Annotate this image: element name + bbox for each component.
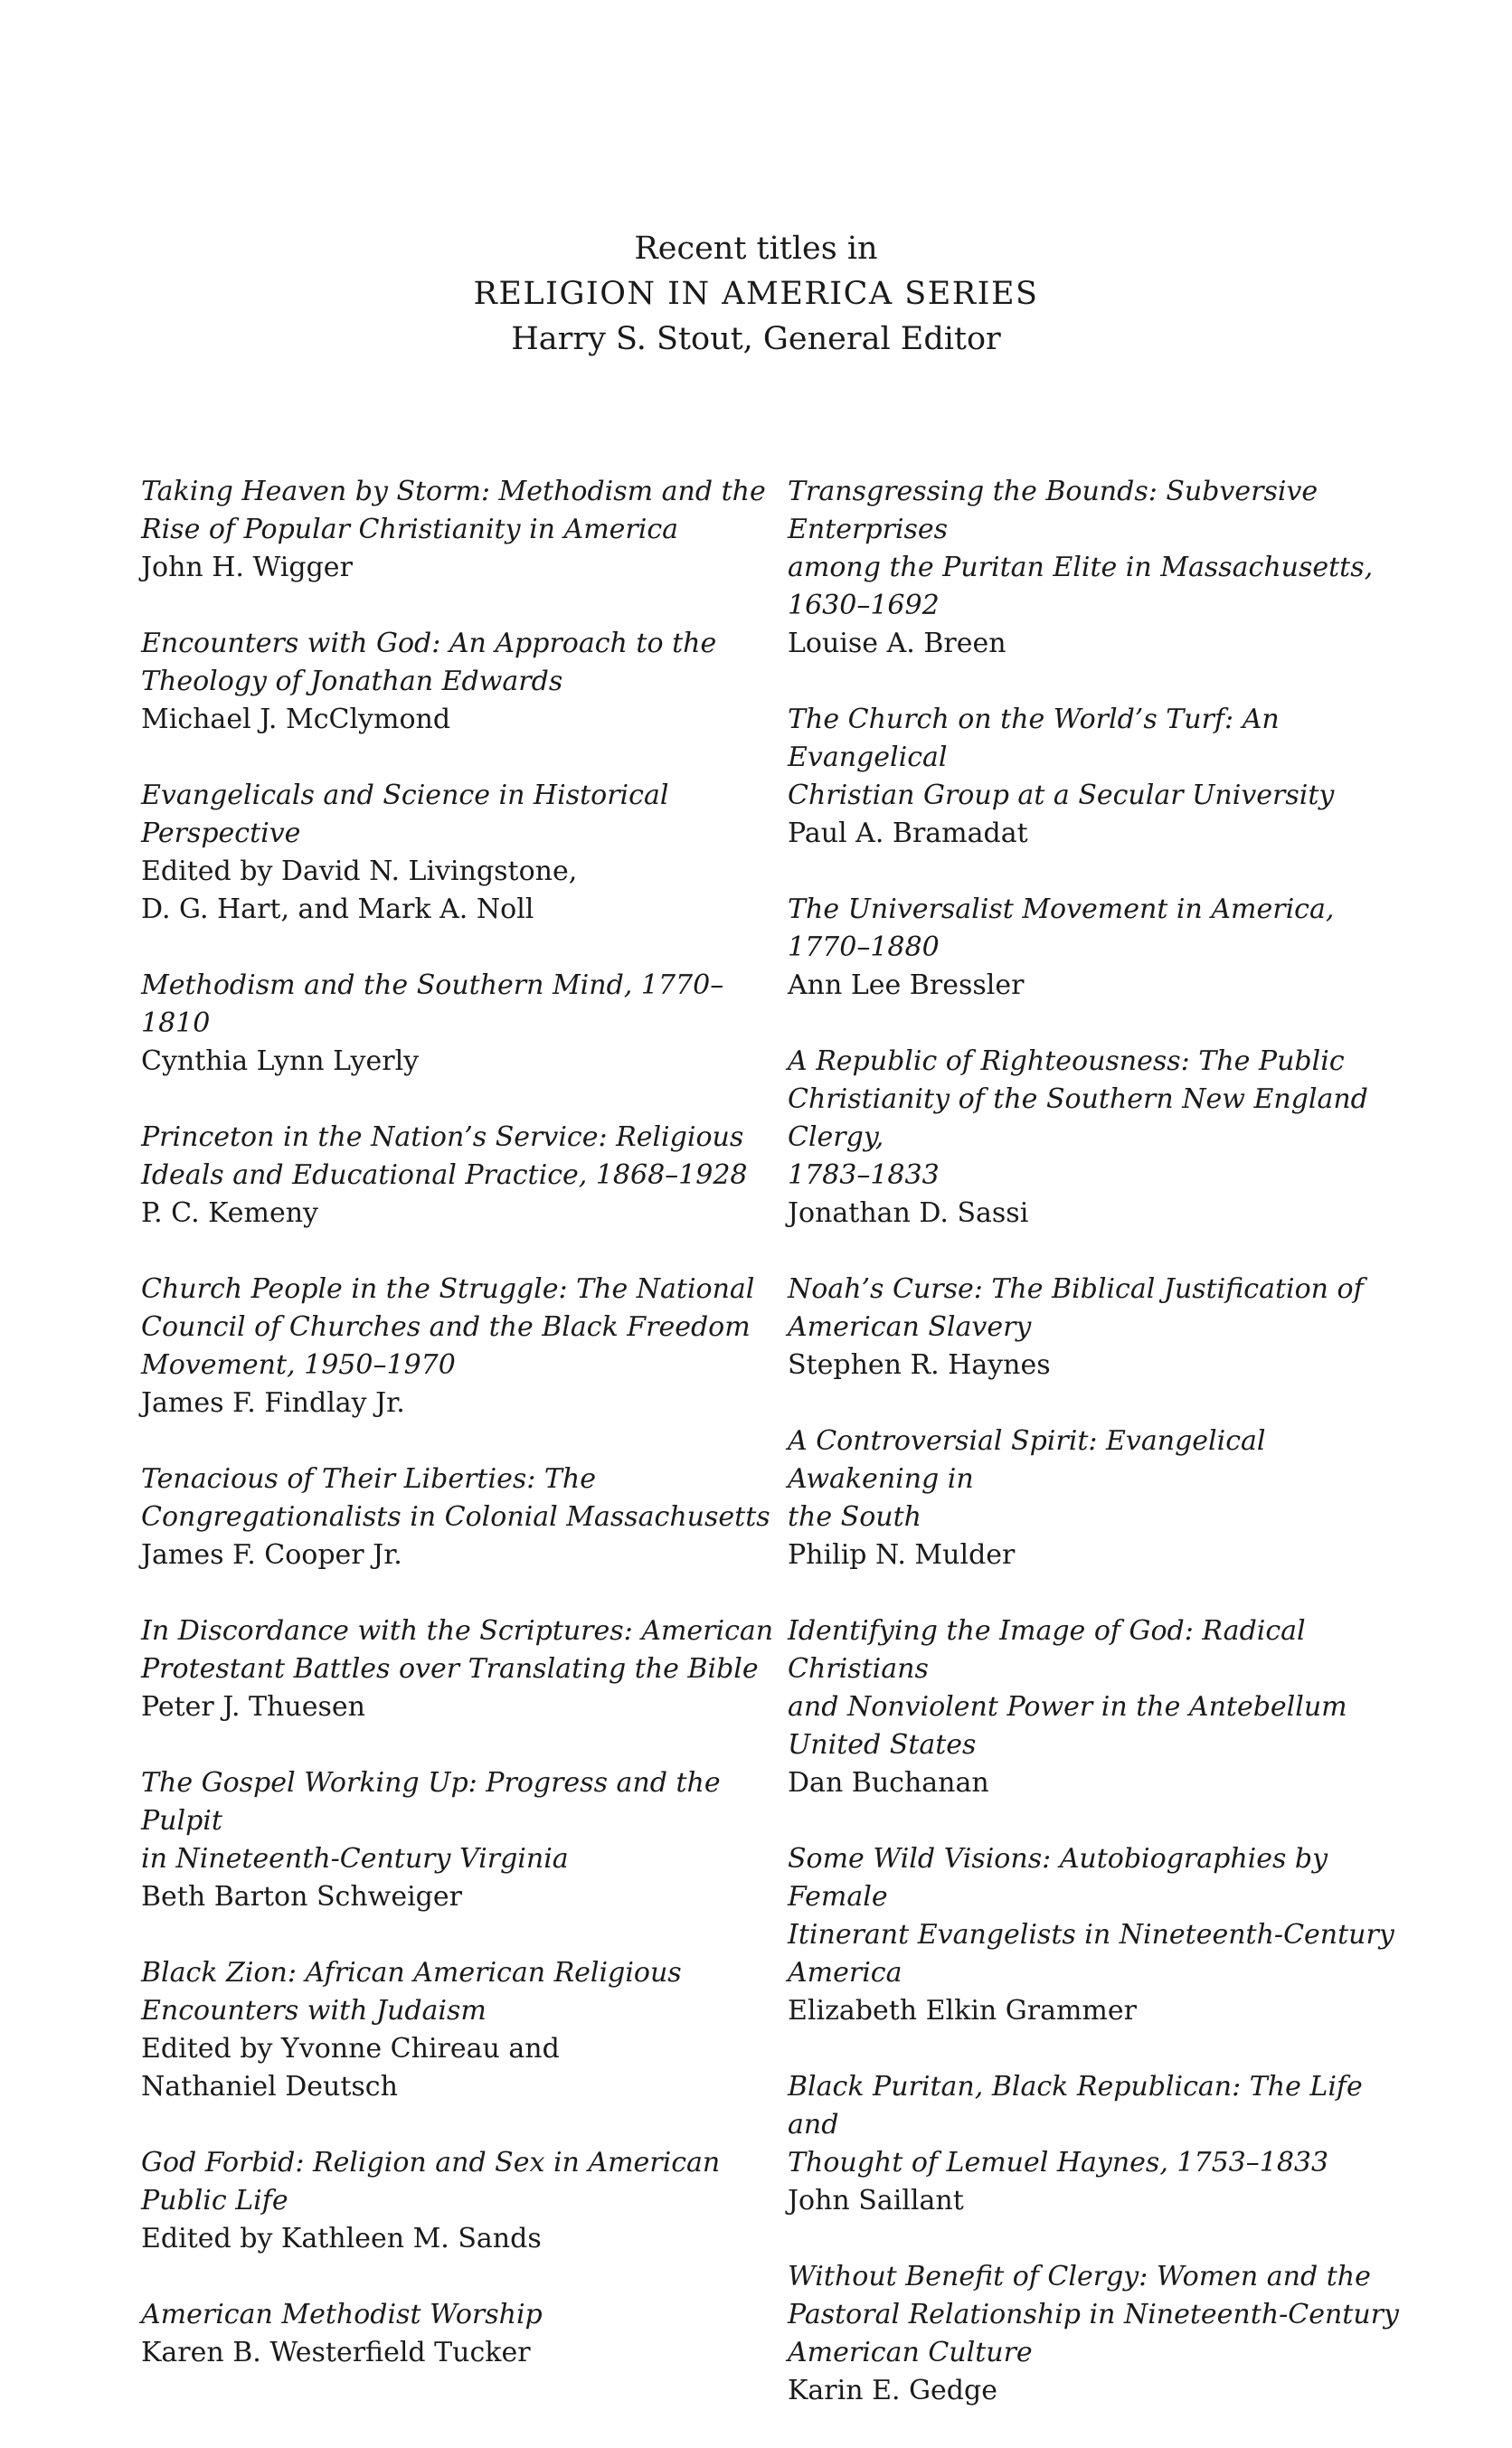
book-entry <box>788 701 1421 853</box>
book-author: Dan Buchanan <box>788 1767 989 1799</box>
book-title: A Republic of Righteousness: The Public Christianity of the Southern New England Clergy, 1783–1833 <box>788 1045 1368 1191</box>
book-entry <box>141 1764 774 1916</box>
book-entry <box>788 1422 1421 1574</box>
book-entry <box>141 625 774 739</box>
book-title: Black Zion: African American Religious Encounters with Judaism <box>141 1957 682 2027</box>
book-author: Cynthia Lynn Lyerly <box>141 1045 420 1077</box>
page-header <box>0 226 1512 362</box>
book-author: Peter J. Thuesen <box>141 1691 365 1723</box>
book-entry <box>788 1840 1421 2030</box>
book-entry <box>788 891 1421 1005</box>
book-author: Paul A. Bramadat <box>788 818 1028 849</box>
book-title: Black Puritan, Black Republican: The Life and Thought of Lemuel Haynes, 1753–1833 <box>788 2071 1363 2179</box>
book-author: Philip N. Mulder <box>788 1539 1016 1571</box>
book-entry <box>141 1271 774 1422</box>
book-entry <box>141 473 774 587</box>
book-author: Edited by David N. Livingstone, D. G. Hart, and Mark A. Noll <box>141 855 578 925</box>
book-author: Edited by Kathleen M. Sands <box>141 2223 542 2254</box>
book-title: Encounters with God: An Approach to the Theology of Jonathan Edwards <box>141 628 717 697</box>
book-entry <box>141 1612 774 1726</box>
left-column <box>141 473 774 2410</box>
book-entry <box>141 1460 774 1574</box>
book-entry <box>788 1043 1421 1233</box>
book-author: Karin E. Gedge <box>788 2375 997 2406</box>
book-author: Michael J. McClymond <box>141 704 451 735</box>
book-author: John Saillant <box>788 2185 964 2216</box>
book-author: P. C. Kemeny <box>141 1197 318 1229</box>
book-title: Princeton in the Nation’s Service: Religious Ideals and Educational Practice, 1868–1928 <box>141 1121 748 1191</box>
book-entry <box>788 1271 1421 1385</box>
book-author: Karen B. Westerfield Tucker <box>141 2337 531 2368</box>
book-author: Jonathan D. Sassi <box>788 1197 1029 1229</box>
book-entry <box>141 1119 774 1233</box>
book-entry <box>788 1612 1421 1802</box>
book-title: Methodism and the Southern Mind, 1770–1810 <box>141 969 724 1039</box>
book-author: James F. Findlay Jr. <box>141 1387 405 1419</box>
header-intro: Recent titles in <box>634 231 878 267</box>
book-title: Evangelicals and Science in Historical Perspective <box>141 780 669 849</box>
book-author: Beth Barton Schweiger <box>141 1881 462 1913</box>
book-author: John H. Wigger <box>141 552 353 583</box>
book-title: Identifying the Image of God: Radical Christians and Nonviolent Power in the Antebellum United States <box>788 1615 1347 1761</box>
book-entry <box>141 1954 774 2106</box>
book-title: Church People in the Struggle: The National Council of Churches and the Black Freedom Movement, 1950–1970 <box>141 1273 755 1381</box>
book-title: The Gospel Working Up: Progress and the Pulpit in Nineteenth-Century Virginia <box>141 1767 721 1875</box>
book-title: Noah’s Curse: The Biblical Justification of American Slavery <box>788 1273 1364 1343</box>
book-author: James F. Cooper Jr. <box>141 1539 402 1571</box>
right-column <box>788 473 1421 2448</box>
general-editor: Harry S. Stout, General Editor <box>511 321 1001 357</box>
book-title: Without Benefit of Clergy: Women and the Pastoral Relationship in Nineteenth-Century American Culture <box>788 2261 1399 2368</box>
book-title: The Universalist Movement in America, 1770–1880 <box>788 893 1335 963</box>
book-entry <box>788 2258 1421 2410</box>
book-entry <box>141 2296 774 2372</box>
book-title: The Church on the World’s Turf: An Evangelical Christian Group at a Secular University <box>788 704 1335 811</box>
book-title: Tenacious of Their Liberties: The Congregationalists in Colonial Massachusetts <box>141 1463 770 1533</box>
book-title: Transgressing the Bounds: Subversive Enterprises among the Puritan Elite in Massachusetts, 1630–1692 <box>788 476 1374 621</box>
book-title: Some Wild Visions: Autobiographies by Female Itinerant Evangelists in Nineteenth-Century America <box>788 1843 1394 1989</box>
book-entry <box>141 777 774 929</box>
book-title: American Methodist Worship <box>141 2299 543 2330</box>
book-title: Taking Heaven by Storm: Methodism and the Rise of Popular Christianity in America <box>141 476 766 545</box>
book-title: God Forbid: Religion and Sex in American Public Life <box>141 2147 721 2216</box>
book-author: Elizabeth Elkin Grammer <box>788 1995 1137 2027</box>
book-author: Louise A. Breen <box>788 628 1006 659</box>
book-title: In Discordance with the Scriptures: American Protestant Battles over Translating the Bible <box>141 1615 774 1685</box>
book-title: A Controversial Spirit: Evangelical Awakening in the South <box>788 1425 1266 1533</box>
book-author: Stephen R. Haynes <box>788 1349 1051 1381</box>
book-entry <box>141 967 774 1081</box>
book-entry <box>141 2144 774 2258</box>
book-entry <box>788 2068 1421 2220</box>
series-title: RELIGION IN AMERICA SERIES <box>473 276 1039 312</box>
book-author: Ann Lee Bressler <box>788 969 1025 1001</box>
book-entry <box>788 473 1421 663</box>
book-author: Edited by Yvonne Chireau and Nathaniel Deutsch <box>141 2033 560 2103</box>
